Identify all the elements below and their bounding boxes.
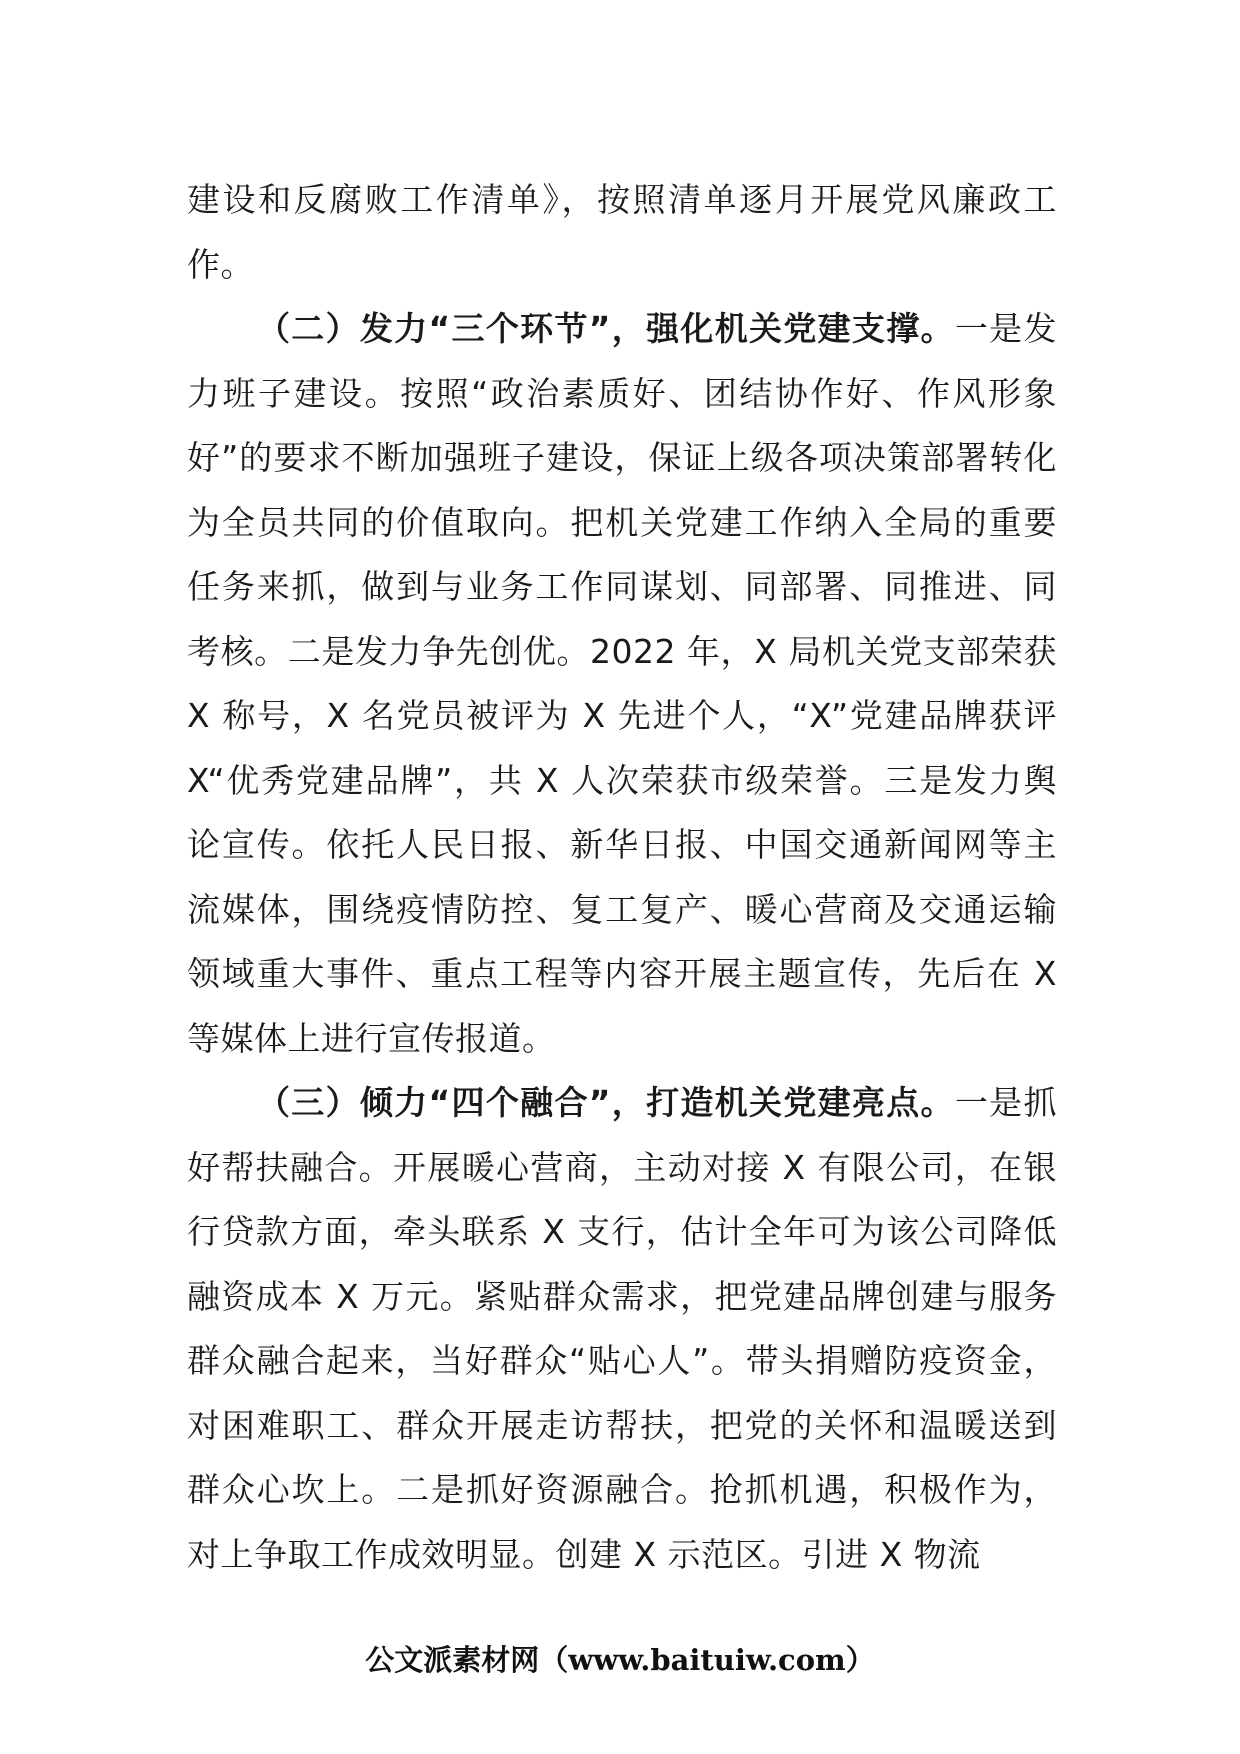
section-heading: （二）发力“三个环节”，强化机关党建支撑。 xyxy=(257,309,955,348)
paragraph-body: 一是抓好帮扶融合。开展暖心营商，主动对接 X 有限公司，在银行贷款方面，牵头联系 X 支行，估计全年可为该公司降低融资成本 X 万元。紧贴群众需求，把党建品牌创建与服务群众融合起来，当好群众“贴心人”。带头捐赠防疫资金，对困难职工、群众开展走访帮扶，把党的关怀和温暖送到群众心坎上。二是抓好资源融合。抢抓机遇，积极作为，对上争取工作成效明显。创建 X 示范区。引进 X 物流 xyxy=(187,1083,1057,1574)
paragraph-body: 建设和反腐败工作清单》，按照清单逐月开展党风廉政工作。 xyxy=(187,180,1057,284)
paragraph-continuation xyxy=(187,168,1057,297)
section-heading: （三）倾力“四个融合”，打造机关党建亮点。 xyxy=(257,1083,955,1122)
page-footer: 公文派素材网（www.baituiw.com） xyxy=(365,1643,875,1677)
document-body xyxy=(187,168,1057,1587)
paragraph-section-2 xyxy=(187,297,1057,1071)
paragraph-body: 一是发力班子建设。按照“政治素质好、团结协作好、作风形象好”的要求不断加强班子建设，保证上级各项决策部署转化为全员共同的价值取向。把机关党建工作纳入全局的重要任务来抓，做到与业务工作同谋划、同部署、同推进、同考核。二是发力争先创优。2022 年，X 局机关党支部荣获 X 称号，X 名党员被评为 X 先进个人，“X”党建品牌获评 X“优秀党建品牌”，共 X 人次荣获市级荣誉。三是发力舆论宣传。依托人民日报、新华日报、中国交通新闻网等主流媒体，围绕疫情防控、复工复产、暖心营商及交通运输领域重大事件、重点工程等内容开展主题宣传，先后在 X 等媒体上进行宣传报道。 xyxy=(187,309,1057,1058)
paragraph-section-3 xyxy=(187,1071,1057,1587)
